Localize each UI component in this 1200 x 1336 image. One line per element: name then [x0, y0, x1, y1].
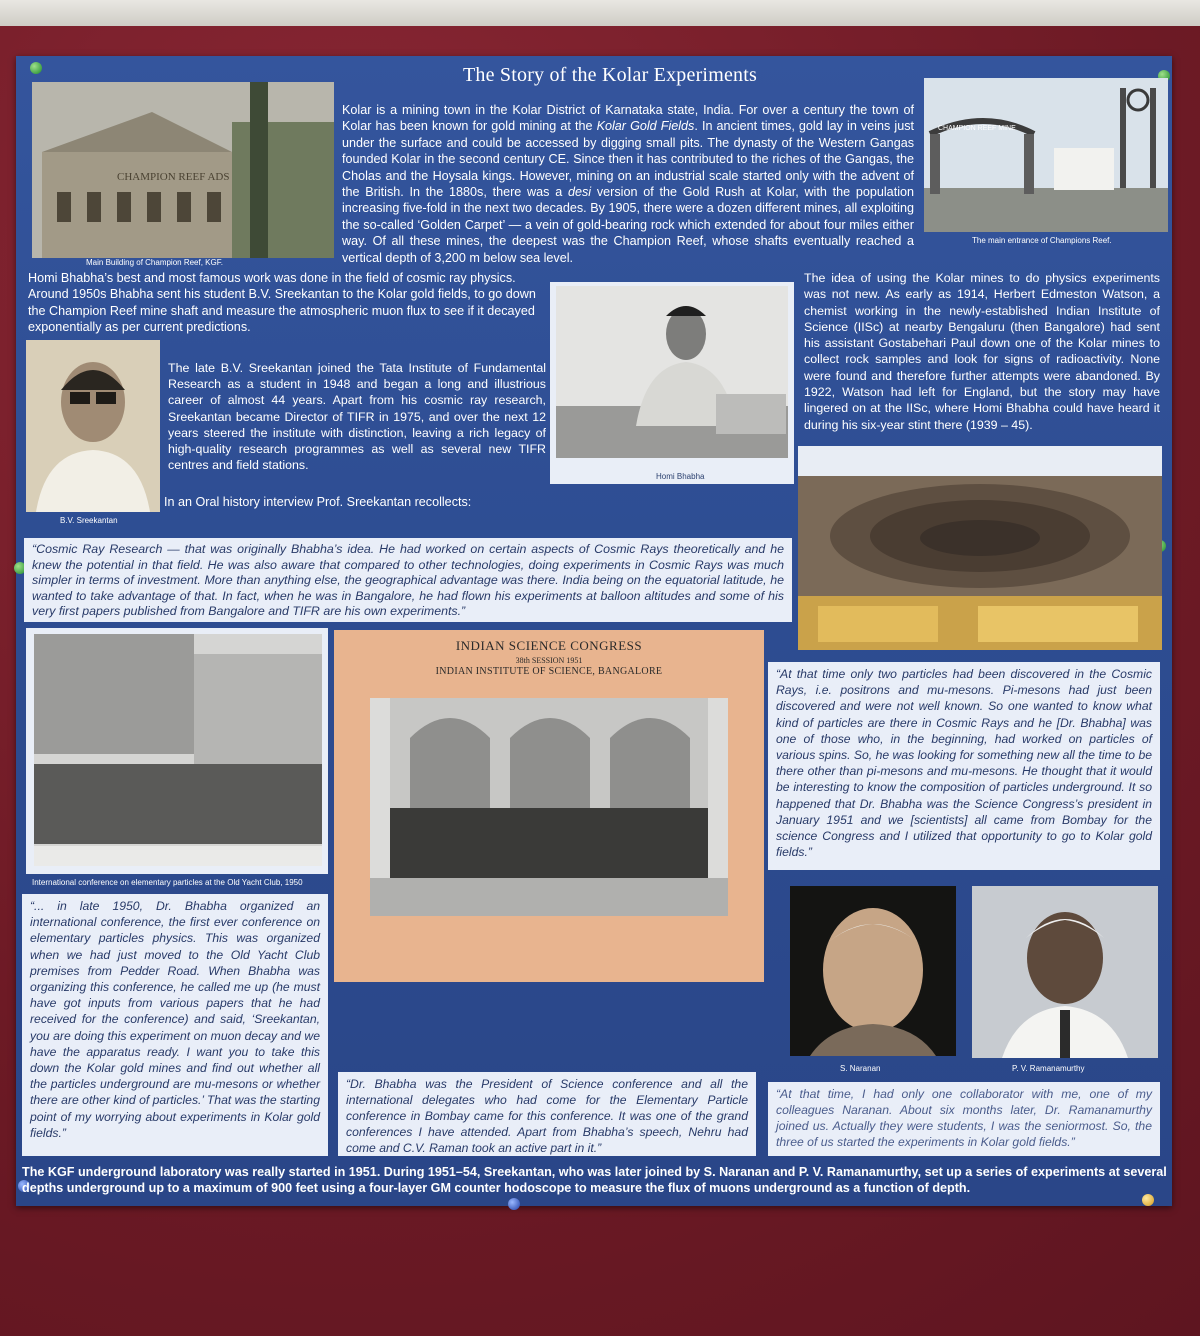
champions-reef-entrance-photo — [924, 78, 1168, 232]
champion-reef-building-photo — [32, 82, 334, 258]
kolar-intro-part-2: . In ancient times, gold lay in veins just under the surface and could be accessed by digging small pits. The dynasty of the Western Gangas founded Kolar in the second century CE. Since then it has contributed to the riches of the Gangas, the Cholas and the Hoysala kings. However, mining on an industrial scale started only with the advent of the British. In the 1880s, there was a — [342, 119, 915, 200]
science-congress-heading: INDIAN SCIENCE CONGRESS — [455, 638, 643, 653]
oral-history-text: In an Oral history interview Prof. Sreekantan recollects: — [164, 495, 472, 509]
science-congress-venue: INDIAN INSTITUTE OF SCIENCE, BANGALORE — [435, 666, 663, 677]
two-particles-quote: “At that time only two particles had been discovered in the Cosmic Rays, i.e. positrons and mu-mesons. Pi-mesons had just been discovered and were not well known. So one wanted to know what kind of particles are there in Cosmic Rays and he [Dr. Bhabha] was one of those who, in the beginning, had worked on particles of various spins. So, he was looking for something new all the time to be there other than pi-mesons and mu-mesons. He thought that it would be interesting to know the composition of particles underground. It so happened that Dr. Bhabha was the Science Congress’s president in January 1951 and we [scientists] all came from Bombay for the science Congress and I utilized that opportunity to go to Kolar gold fields.” — [768, 662, 1160, 870]
wall-frame — [0, 0, 1200, 26]
collaborator-quote: “At that time, I had only one collaborator with me, one of my colleagues Naranan. About six months later, Dr. Ramanamurthy joined us. Actually they were students, I was the seniormost. So, the three of us started the experiments in Kolar gold fields.” — [768, 1082, 1160, 1156]
caption-sreekantan: B.V. Sreekantan — [60, 516, 118, 525]
ramanamurthy-photo — [972, 886, 1158, 1058]
cosmic-ray-quote: “Cosmic Ray Research — that was originally Bhabha’s idea. He had worked on certain aspects of Cosmic Rays theoretically and he knew the potential in that field. He was also aware that compared to other technologies, doing experiments in Cosmic Rays was much simpler in terms of investment. More than anything else, the geographical advantage was there. India being on the equatorial latitude, he wanted to take advantage of that. In fact, when he was in Bangalore, he had flown his experiments at balloon altitudes and some of his very first papers published from Bangalore and TIFR are his own experiments.” — [24, 538, 792, 622]
science-congress-session: 38th SESSION 1951 — [515, 656, 583, 665]
kolar-intro-text — [342, 102, 914, 266]
bhabha-photo — [556, 286, 788, 458]
sreekantan-bio-text: The late B.V. Sreekantan joined the Tata Institute of Fundamental Research as a student in 1948 and began a long and illustrious career of almost 44 years. Apart from his cosmic ray research, Sreekantan became Director of TIFR in 1975, and over the next 12 years steered the institute with distinction, leaving a rich legacy of high-quality research programmes as well as several new TIFR centres and field stations. — [168, 361, 546, 473]
caption-champion-reef-building: Main Building of Champion Reef, KGF. — [86, 258, 223, 267]
science-congress-group-photo — [370, 698, 728, 916]
late-1950-quote: “... in late 1950, Dr. Bhabha organized an international conference, the first ever conference on elementary particles physics. This was organized when we had just moved to the Old Yacht Club premises from Pedder Road. When Bhabha was organizing this conference, he called me up (he must have got inputs from various papers that he had received for the conference) and said, ‘Sreekantan, you are doing this experiment on muon decay and we have the apparatus ready. I want you to take this down the Kolar gold mines and find out whether all the particles underground are mu-mesons or whether there are other kind of particles.’ That was the starting point of my worrying about experiments in Kolar gold fields.” — [22, 894, 328, 1156]
desi-term: desi — [567, 185, 592, 200]
caption-champions-reef-entrance: The main entrance of Champions Reef. — [972, 236, 1112, 245]
science-congress-card — [334, 630, 764, 982]
caption-ramanamurthy: P. V. Ramanamurthy — [1012, 1064, 1085, 1073]
president-quote: “Dr. Bhabha was the President of Science conference and all the international delegates who had come for the Elementary Particle conference in Bombay came for this conference. It was one of the grand conferences I have attended. Apart from Bhabha’s speech, Nehru had come and C.V. Raman took an active part in it.” — [338, 1072, 756, 1156]
bhabha-work-text: Homi Bhabha’s best and most famous work was done in the field of cosmic ray physics. Around 1950s Bhabha sent his student B.V. Sreekantan to the Kolar gold fields, to go down the Champion Reef mine shaft and measure the atmospheric muon flux to see if it decayed exponentially as per current predictions. — [28, 271, 536, 335]
caption-conference: International conference on elementary particles at the Old Yacht Club, 1950 — [32, 878, 303, 887]
kolar-gold-fields-term: Kolar Gold Fields — [596, 119, 695, 134]
green-pin-icon — [30, 62, 42, 74]
conference-photo — [34, 634, 322, 866]
kolar-intro-part-1: Kolar is a mining town in the Kolar District of Karnataka state, India. For over a century the town of Kolar has been known for gold mining at the — [342, 103, 914, 134]
footer-text: The KGF underground laboratory was really started in 1951. During 1951–54, Sreekantan, who was later joined by S. Naranan and P. V. Ramanamurthy, set up a series of experiments at several depths underground up to a maximum of 900 feet using a four-layer GM counter hodoscope to measure the flux of muons underground as a function of depth. — [22, 1165, 1167, 1195]
poster-title: The Story of the Kolar Experiments — [463, 64, 757, 86]
gate-sign-text: CHAMPION REEF MINE — [938, 125, 1016, 132]
kolar-intro-part-3: version of the Gold Rush at Kolar, with the population increasing five-fold in the next two decades. By 1905, there were a dozen different mines, all exploiting the so-called ‘Golden Carpet’ — a vein of gold-bearing rock which extended for about four miles either way. Of all these mines, the deepest was the Champion Reef, whose shafts eventually reached a vertical depth of 3,200 m below sea level. — [342, 185, 914, 265]
naranan-photo — [790, 886, 956, 1056]
blue-pin-icon — [508, 1198, 520, 1210]
caption-naranan: S. Naranan — [840, 1064, 881, 1073]
building-sign-text: CHAMPION REEF ADS — [117, 171, 230, 183]
caption-bhabha: Homi Bhabha — [656, 472, 705, 481]
sreekantan-portrait — [26, 340, 160, 512]
watson-text: The idea of using the Kolar mines to do physics experiments was not new. As early as 1914, Herbert Edmeston Watson, a chemist working in the newly-established Indian Institute of Science (IISc) at nearby Bengaluru (then Bangalore) had sent his assistant Gostabehari Paul down one of the Kolar mines to collect rock samples and look for signs of radioactivity. None were found and therefore further attempts were abandoned. By 1922, Watson had left for England, but the story may have lingered on at the IISc, where Homi Bhabha could have heard it during his six-year stint there (1939 – 45). — [804, 271, 1160, 432]
open-pit-mine-photo — [798, 446, 1162, 650]
